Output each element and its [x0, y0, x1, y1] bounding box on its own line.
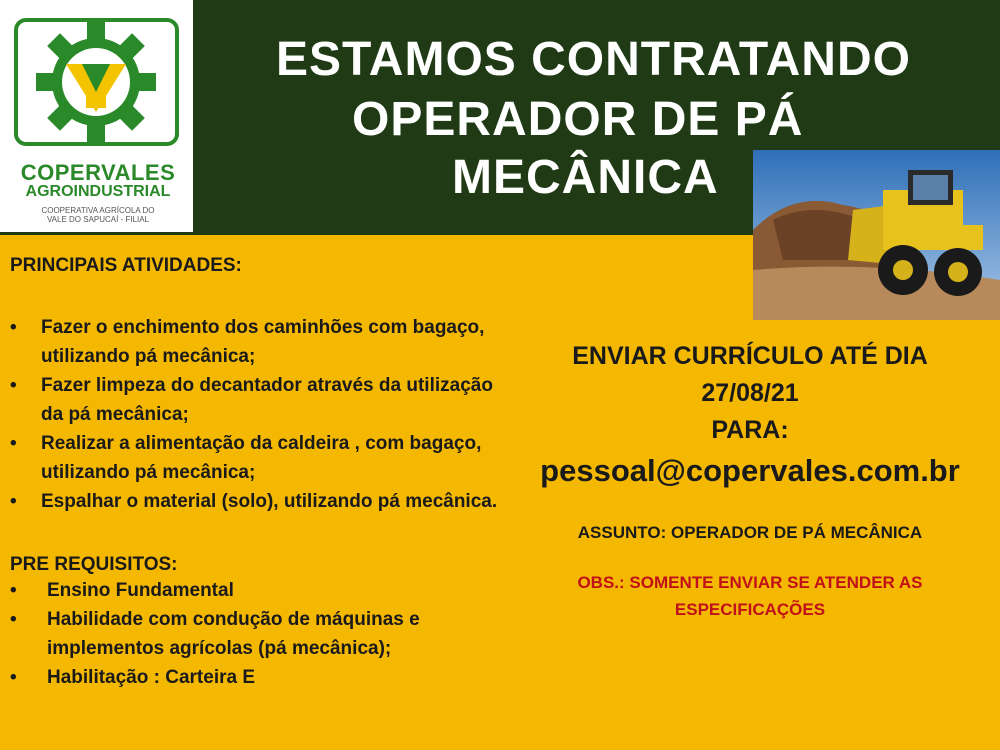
wheel-loader-photo [753, 150, 1000, 320]
send-deadline-text: ENVIAR CURRÍCULO ATÉ DIA [572, 342, 928, 370]
title-line-2: OPERADOR DE PÁ [352, 93, 804, 146]
requirements-list [10, 576, 500, 692]
list-item: • Ensino Fundamental [10, 576, 500, 605]
logo-subtitle: AGROINDUSTRIAL [25, 183, 171, 200]
logo-company-name: COPERVALES [20, 160, 176, 185]
gear-logo-icon [14, 18, 179, 146]
contact-section [500, 338, 1000, 623]
title-line-1: ESTAMOS CONTRATANDO [276, 33, 911, 86]
list-item: • Espalhar o material (solo), utilizando pá mecânica. [10, 487, 500, 516]
contact-email[interactable]: pessoal@copervales.com.br [540, 453, 960, 488]
activities-title: PRINCIPAIS ATIVIDADES: [10, 255, 242, 276]
list-item: • Realizar a alimentação da caldeira , com bagaço, utilizando pá mecânica; [10, 429, 500, 487]
list-item: • Habilitação : Carteira E [10, 663, 500, 692]
deadline-date: 27/08/21 [701, 379, 799, 407]
obs-line2: ESPECIFICAÇÕES [674, 600, 826, 619]
title-line-3: MECÂNICA [452, 151, 719, 204]
logo-cooperative-text [8, 206, 188, 224]
requirements-title: PRE REQUISITOS: [10, 554, 178, 575]
list-item: • Fazer o enchimento dos caminhões com bagaço, utilizando pá mecânica; [10, 313, 500, 371]
list-item: • Habilidade com condução de máquinas e implementos agrícolas (pá mecânica); [10, 605, 500, 663]
obs-line1: OBS.: SOMENTE ENVIAR SE ATENDER AS [577, 573, 923, 592]
send-instructions [500, 338, 1000, 449]
activities-list [10, 313, 500, 516]
list-item: • Fazer limpeza do decantador através da utilização da pá mecânica; [10, 371, 500, 429]
company-logo [0, 0, 193, 232]
email-subject: ASSUNTO: OPERADOR DE PÁ MECÂNICA [577, 523, 923, 542]
logo-coop-line2: VALE DO SAPUCAÍ - FILIAL [46, 215, 150, 224]
left-column [10, 255, 500, 692]
to-label: PARA: [711, 416, 789, 444]
observation-note [500, 569, 1000, 623]
logo-coop-line1: COOPERATIVA AGRÍCOLA DO [41, 206, 155, 215]
